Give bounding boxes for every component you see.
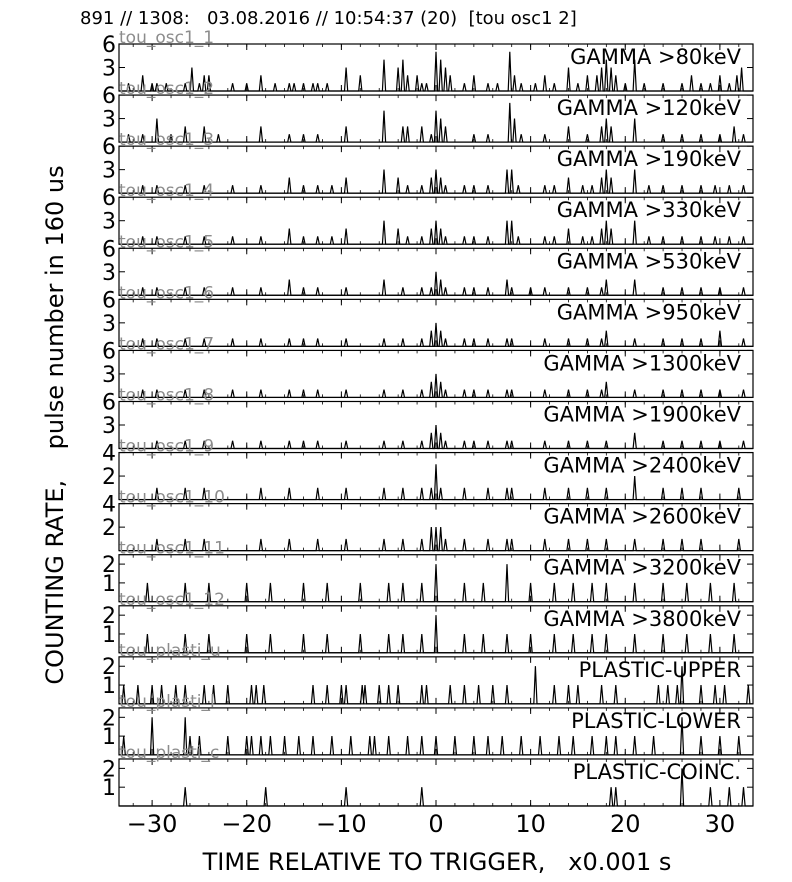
channel-id-label: tou_osc1_11 xyxy=(119,538,225,559)
y-tick-label: 6 xyxy=(102,33,116,58)
y-tick-label: 1 xyxy=(102,674,116,700)
x-axis-label: TIME RELATIVE TO TRIGGER, x0.001 s xyxy=(202,848,672,876)
channel-id-label: tou_osc1_9 xyxy=(119,436,215,457)
panel-title: GAMMA >190keV xyxy=(556,147,741,172)
y-tick-label: 3 xyxy=(102,107,116,133)
y-tick-label: 2 xyxy=(102,604,116,630)
panel-title: GAMMA >330keV xyxy=(556,198,741,223)
y-tick-label: 1 xyxy=(102,622,116,648)
y-tick-label: 1 xyxy=(102,725,116,751)
channel-id-label: tou_plasti_c xyxy=(119,742,220,763)
channel-id-label: tou_osc1_10 xyxy=(119,487,225,508)
y-tick-label: 3 xyxy=(102,209,116,235)
channel-id-label: tou_osc1_4 xyxy=(119,181,215,202)
panel-title: GAMMA >3800keV xyxy=(543,606,741,631)
panel-title: PLASTIC-LOWER xyxy=(571,708,741,733)
y-tick-label: 2 xyxy=(102,757,116,783)
channel-id-label: tou_osc1_7 xyxy=(119,334,215,355)
y-tick-label: 1 xyxy=(102,776,116,802)
panel-title: GAMMA >80keV xyxy=(570,45,741,69)
y-tick-label: 6 xyxy=(102,135,116,161)
y-tick-label: 3 xyxy=(102,311,116,337)
panel-title: PLASTIC-UPPER xyxy=(578,657,741,682)
panel-title: GAMMA >1300keV xyxy=(543,351,741,376)
panel-title: GAMMA >2600keV xyxy=(543,504,741,529)
y-tick-label: 6 xyxy=(102,84,116,110)
y-tick-label: 6 xyxy=(102,186,116,212)
panel-title: GAMMA >120keV xyxy=(556,96,741,121)
channel-id-label: tou_osc1_6 xyxy=(119,283,215,304)
channel-id-label: tou_osc1_5 xyxy=(119,232,215,253)
y-tick-label: 3 xyxy=(102,158,116,184)
channel-id-label: tou_osc1_3 xyxy=(119,130,215,151)
x-tick-label: 30 xyxy=(704,809,736,838)
channel-id-label: tou_osc1_1 xyxy=(119,28,215,48)
y-tick-label: 6 xyxy=(102,390,116,416)
x-tick-label: −10 xyxy=(316,809,367,838)
y-tick-label: 2 xyxy=(102,465,116,491)
y-tick-label: 6 xyxy=(102,237,116,263)
y-tick-label: 4 xyxy=(102,492,116,518)
y-tick-label: 3 xyxy=(102,56,116,82)
channel-id-label: tou_plasti_l xyxy=(119,691,215,712)
y-tick-label: 6 xyxy=(102,339,116,365)
y-tick-label: 2 xyxy=(102,655,116,681)
panel-title: GAMMA >950keV xyxy=(556,300,741,325)
y-tick-label: 3 xyxy=(102,260,116,286)
x-tick-label: 10 xyxy=(515,809,546,838)
channel-id-label: tou_osc1_2 xyxy=(119,79,215,100)
x-tick-label: −20 xyxy=(221,809,273,838)
channel-id-label: tou_osc1_12 xyxy=(119,589,225,610)
y-tick-label: 2 xyxy=(102,706,116,732)
panel-title: GAMMA >2400keV xyxy=(543,453,741,478)
y-tick-label: 3 xyxy=(102,413,116,439)
panel-title: GAMMA >1900keV xyxy=(543,402,741,427)
y-axis-label: COUNTING RATE, pulse number in 160 us xyxy=(41,165,69,685)
y-tick-label: 6 xyxy=(102,288,116,314)
panel-title: PLASTIC-COINC. xyxy=(572,759,741,784)
y-tick-label: 4 xyxy=(102,441,116,467)
y-tick-label: 3 xyxy=(102,362,116,388)
panel-title: GAMMA >530keV xyxy=(556,249,741,274)
channel-id-label: tou_osc1_8 xyxy=(119,385,215,406)
chart-header: 891 // 1308: 03.08.2016 // 10:54:37 (20) [tou osc1 2] xyxy=(80,8,577,29)
x-tick-label: 0 xyxy=(428,809,444,838)
channel-id-label: tou_plasti_u xyxy=(119,640,221,661)
y-tick-label: 1 xyxy=(102,571,116,597)
x-tick-label: 20 xyxy=(609,809,641,838)
x-tick-label: −30 xyxy=(126,809,178,838)
y-tick-label: 2 xyxy=(102,553,116,579)
panel-title: GAMMA >3200keV xyxy=(543,555,741,580)
y-tick-label: 2 xyxy=(102,516,116,542)
